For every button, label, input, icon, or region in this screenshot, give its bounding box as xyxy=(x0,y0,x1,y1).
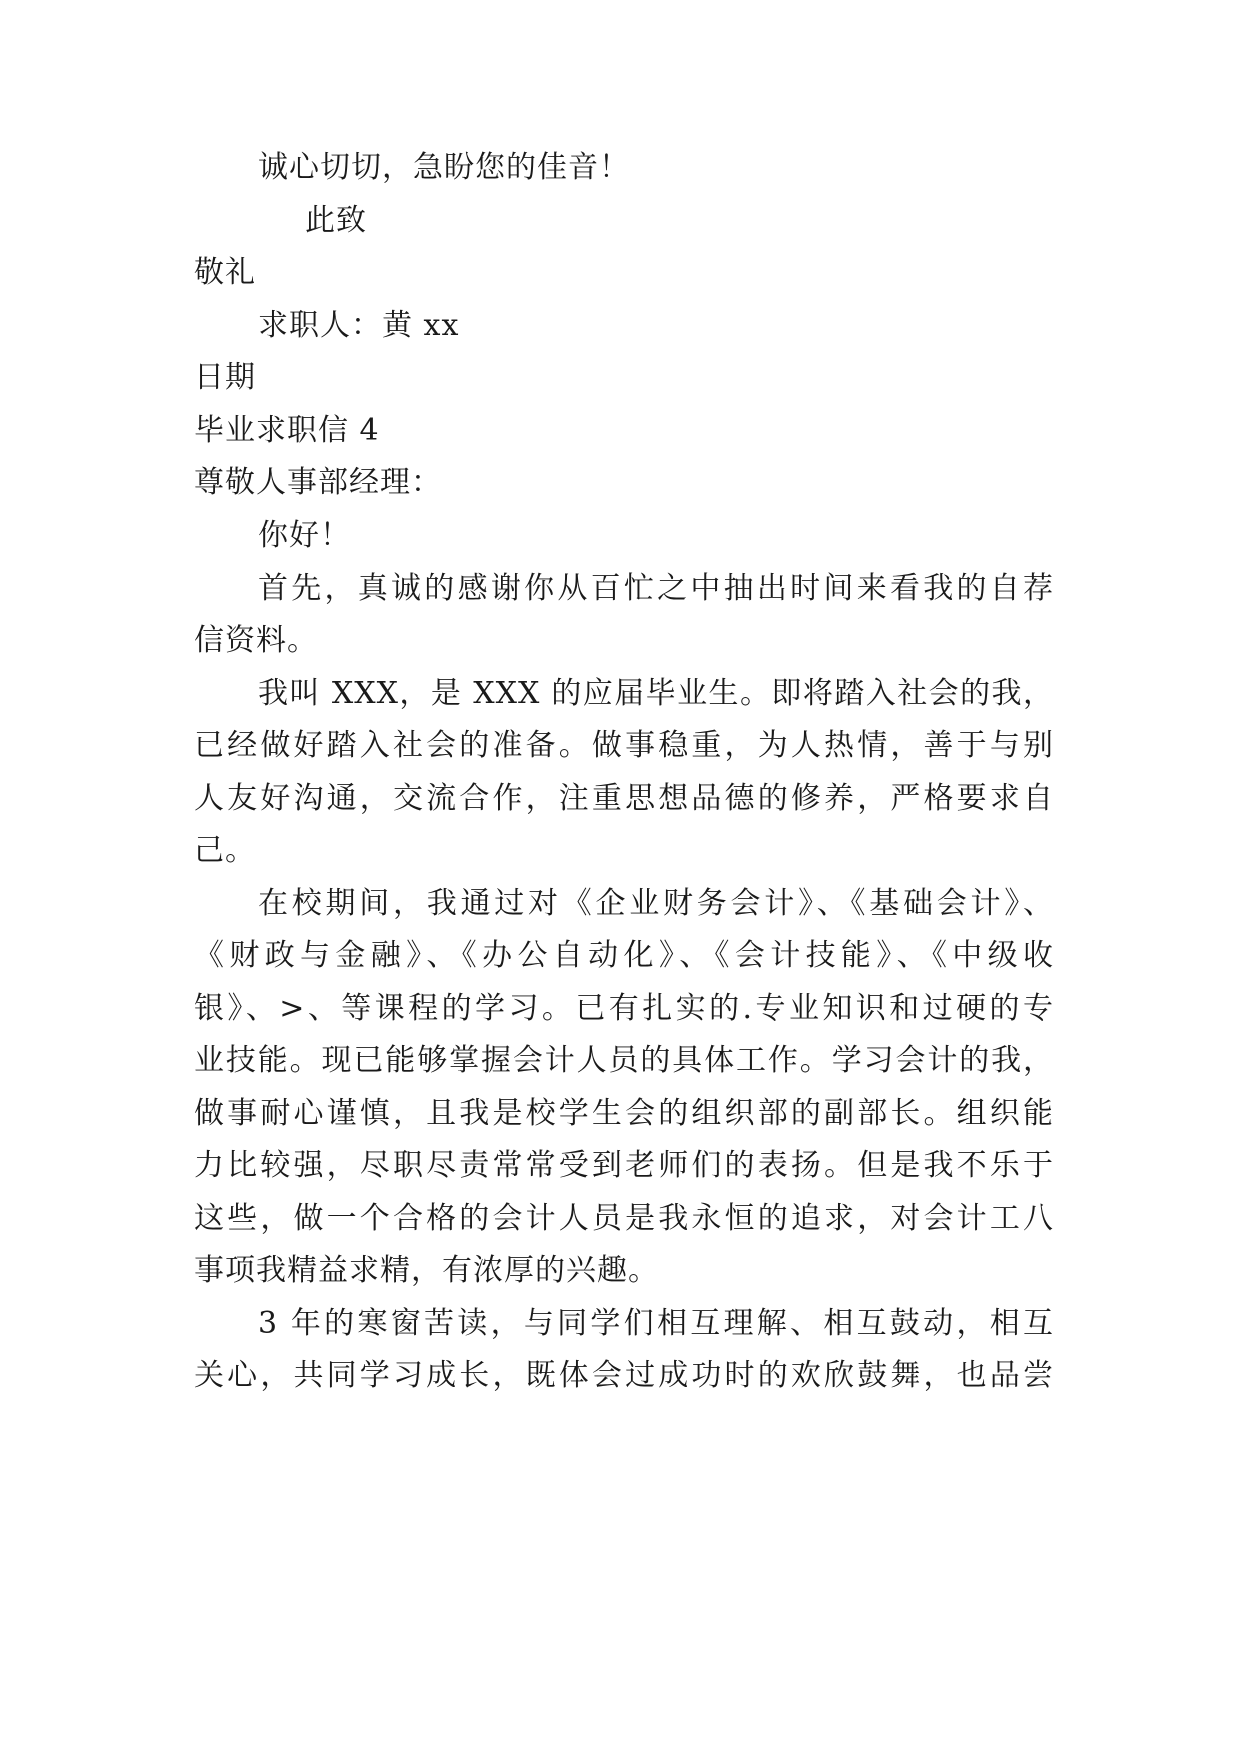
closing-salute: 此致 xyxy=(305,203,367,238)
letter-title: 毕业求职信 4 xyxy=(194,413,380,448)
body-line: 《财政与金融》、《办公自动化》、《会计技能》、《中级收 xyxy=(194,938,1054,973)
body-line: 关心，共同学习成长，既体会过成功时的欢欣鼓舞，也品尝 xyxy=(194,1358,1054,1393)
body-line: 在校期间，我通过对《企业财务会计》、《基础会计》、 xyxy=(258,886,1054,921)
letter-greeting: 尊敬人事部经理： xyxy=(194,465,442,500)
body-line: 力比较强，尽职尽责常常受到老师们的表扬。但是我不乐于 xyxy=(194,1148,1054,1183)
body-line: 3 年的寒窗苦读，与同学们相互理解、相互鼓动，相互 xyxy=(258,1306,1054,1341)
closing-respect: 敬礼 xyxy=(194,255,256,290)
body-line: 首先，真诚的感谢你从百忙之中抽出时间来看我的自荐 xyxy=(258,571,1054,606)
signature: 求职人：黄 xx xyxy=(258,308,460,343)
body-line: 事项我精益求精，有浓厚的兴趣。 xyxy=(194,1253,659,1288)
body-line: 已经做好踏入社会的准备。做事稳重，为人热情，善于与别 xyxy=(194,728,1054,763)
body-line: 银》、>、等课程的学习。已有扎实的.专业知识和过硬的专 xyxy=(194,991,1054,1026)
body-line: 业技能。现已能够掌握会计人员的具体工作。学习会计的我， xyxy=(194,1043,1054,1078)
closing-wish: 诚心切切，急盼您的佳音！ xyxy=(258,150,630,185)
body-line: 己。 xyxy=(194,833,256,868)
letter-hello: 你好！ xyxy=(258,518,351,553)
date-label: 日期 xyxy=(194,360,256,395)
body-line: 我叫 XXX，是 XXX 的应届毕业生。即将踏入社会的我， xyxy=(258,676,1054,711)
body-line: 人友好沟通，交流合作，注重思想品德的修养，严格要求自 xyxy=(194,781,1054,816)
body-line: 做事耐心谨慎，且我是校学生会的组织部的副部长。组织能 xyxy=(194,1096,1054,1131)
body-line: 信资料。 xyxy=(194,623,318,658)
body-line: 这些，做一个合格的会计人员是我永恒的追求，对会计工八 xyxy=(194,1201,1054,1236)
